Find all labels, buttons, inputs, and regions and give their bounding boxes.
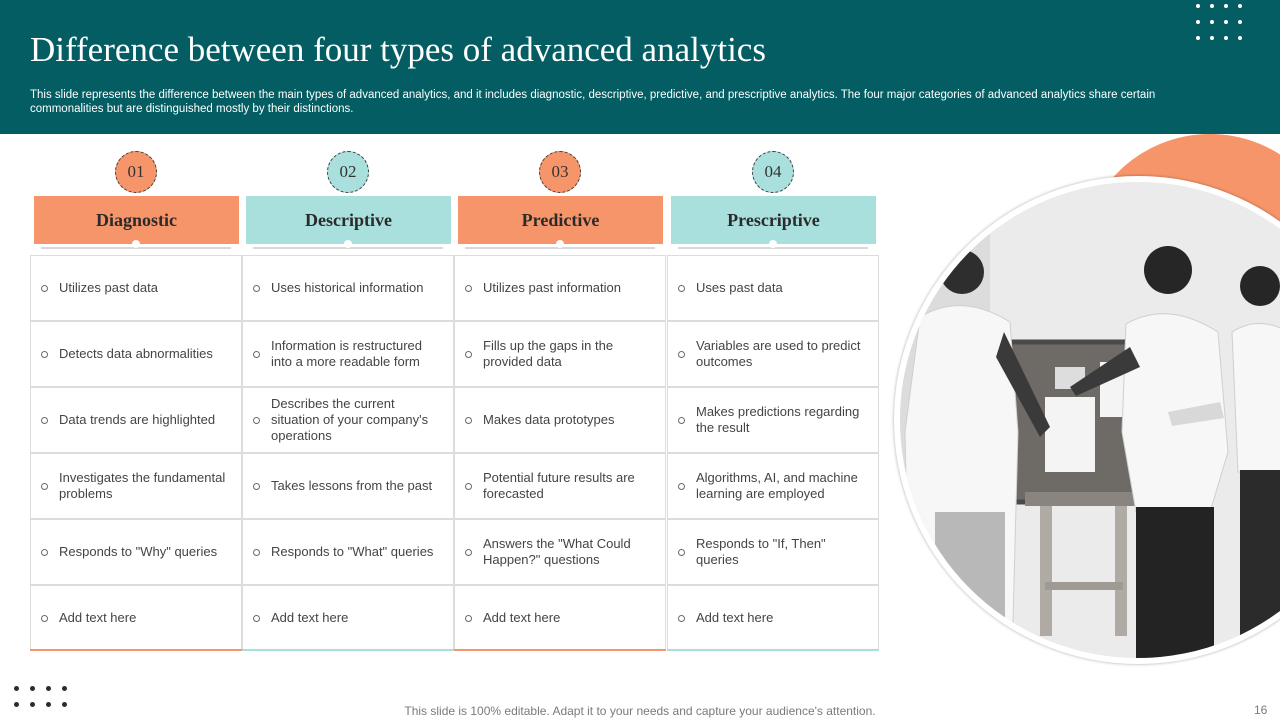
column-accent-line bbox=[30, 649, 242, 651]
bullet-circle-icon bbox=[253, 285, 260, 292]
footer-note: This slide is 100% editable. Adapt it to your needs and capture your audience's attention. bbox=[404, 704, 876, 718]
cell-text: Detects data abnormalities bbox=[59, 346, 213, 361]
page-number: 16 bbox=[1254, 703, 1268, 717]
cell-text: Add text here bbox=[696, 610, 774, 625]
table-cell bbox=[242, 519, 454, 585]
table-cell bbox=[454, 255, 666, 321]
category-header: Predictive bbox=[458, 196, 663, 244]
cell-text: Responds to "If, Then" queries bbox=[696, 536, 826, 567]
bullet-circle-icon bbox=[465, 285, 472, 292]
bullet-circle-icon bbox=[253, 483, 260, 490]
cell-text: Utilizes past data bbox=[59, 280, 158, 295]
cell-text: Add text here bbox=[483, 610, 561, 625]
dot-pattern-decoration bbox=[1196, 4, 1256, 46]
cell-text: Add text here bbox=[271, 610, 349, 625]
bullet-circle-icon bbox=[253, 417, 260, 424]
table-cell bbox=[667, 453, 879, 519]
table-cell bbox=[30, 519, 242, 585]
team-photo bbox=[894, 176, 1280, 664]
table-cell bbox=[454, 519, 666, 585]
bullet-circle-icon bbox=[253, 549, 260, 556]
cell-text: Add text here bbox=[59, 610, 137, 625]
bullet-circle-icon bbox=[41, 549, 48, 556]
category-number-badge: 03 bbox=[539, 151, 581, 193]
category-connector-dot bbox=[344, 240, 352, 248]
table-cell bbox=[30, 453, 242, 519]
column-accent-line bbox=[454, 649, 666, 651]
cell-text: Investigates the fundamental problems bbox=[59, 470, 226, 501]
table-cell bbox=[454, 321, 666, 387]
category-number-badge: 04 bbox=[752, 151, 794, 193]
category-connector-dot bbox=[132, 240, 140, 248]
cell-text: Makes predictions regarding the result bbox=[696, 404, 860, 435]
slide-subtitle: This slide represents the difference between the main types of advanced analytics, and it includes diagnostic, descriptive, predictive, and prescriptive analytics. The four major categories of advanced analytics share certain commonalities but are distinguished mostly by their distinctions. bbox=[30, 89, 1156, 115]
cell-text: Describes the current situation of your company's operations bbox=[271, 396, 429, 443]
bullet-circle-icon bbox=[678, 615, 685, 622]
category-number-badge: 02 bbox=[327, 151, 369, 193]
table-cell bbox=[242, 453, 454, 519]
cell-text: Potential future results are forecasted bbox=[483, 470, 635, 501]
category-connector-dot bbox=[769, 240, 777, 248]
table-cell bbox=[30, 585, 242, 651]
cell-text: Responds to "Why" queries bbox=[59, 544, 218, 559]
cell-text: Variables are used to predict outcomes bbox=[696, 338, 861, 369]
cell-text: Utilizes past information bbox=[483, 280, 621, 295]
bullet-circle-icon bbox=[465, 549, 472, 556]
slide-title: Difference between four types of advanced analytics bbox=[30, 30, 766, 69]
table-cell bbox=[454, 387, 666, 453]
cell-text: Makes data prototypes bbox=[483, 412, 615, 427]
bullet-circle-icon bbox=[465, 483, 472, 490]
table-cell bbox=[667, 321, 879, 387]
table-cell bbox=[454, 585, 666, 651]
cell-text: Data trends are highlighted bbox=[59, 412, 216, 427]
table-cell bbox=[30, 321, 242, 387]
table-cell bbox=[667, 255, 879, 321]
cell-text: Responds to "What" queries bbox=[271, 544, 434, 559]
table-cell bbox=[667, 519, 879, 585]
table-cell bbox=[667, 585, 879, 651]
bullet-circle-icon bbox=[41, 285, 48, 292]
bullet-circle-icon bbox=[253, 615, 260, 622]
bullet-circle-icon bbox=[41, 483, 48, 490]
table-cell bbox=[242, 585, 454, 651]
column-accent-line bbox=[242, 649, 454, 651]
category-header: Diagnostic bbox=[34, 196, 239, 244]
bullet-circle-icon bbox=[678, 549, 685, 556]
bullet-circle-icon bbox=[678, 351, 685, 358]
category-header: Prescriptive bbox=[671, 196, 876, 244]
bullet-circle-icon bbox=[678, 285, 685, 292]
cell-text: Algorithms, AI, and machine learning are employed bbox=[696, 470, 858, 501]
bullet-circle-icon bbox=[465, 615, 472, 622]
comparison-table bbox=[30, 255, 880, 651]
table-cell bbox=[30, 387, 242, 453]
table-cell bbox=[454, 453, 666, 519]
bullet-circle-icon bbox=[253, 351, 260, 358]
cell-text: Fills up the gaps in the provided data bbox=[483, 338, 614, 369]
bullet-circle-icon bbox=[465, 351, 472, 358]
bullet-circle-icon bbox=[678, 483, 685, 490]
cell-text: Takes lessons from the past bbox=[271, 478, 433, 493]
bullet-circle-icon bbox=[678, 417, 685, 424]
cell-text: Uses historical information bbox=[271, 280, 424, 295]
bullet-circle-icon bbox=[41, 417, 48, 424]
table-cell bbox=[242, 387, 454, 453]
table-cell bbox=[30, 255, 242, 321]
bullet-circle-icon bbox=[41, 351, 48, 358]
column-accent-line bbox=[667, 649, 879, 651]
category-header: Descriptive bbox=[246, 196, 451, 244]
category-connector-dot bbox=[556, 240, 564, 248]
table-cell bbox=[242, 255, 454, 321]
bullet-circle-icon bbox=[465, 417, 472, 424]
table-cell bbox=[667, 387, 879, 453]
cell-text: Answers the "What Could Happen?" questions bbox=[483, 536, 631, 567]
header-banner bbox=[0, 0, 1280, 134]
cell-text: Information is restructured into a more readable form bbox=[271, 338, 423, 369]
table-cell bbox=[242, 321, 454, 387]
bullet-circle-icon bbox=[41, 615, 48, 622]
cell-text: Uses past data bbox=[696, 280, 783, 295]
category-number-badge: 01 bbox=[115, 151, 157, 193]
